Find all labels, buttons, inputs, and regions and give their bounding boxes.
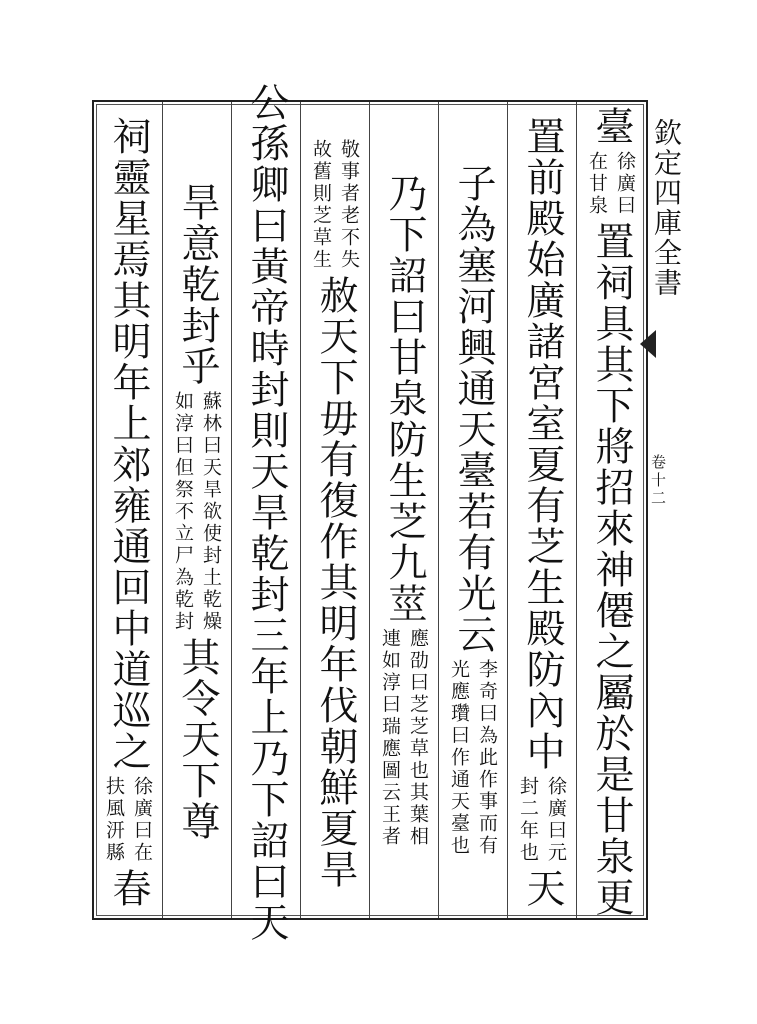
commentary-line: 如淳曰但祭不立尸為乾封 [172, 391, 194, 633]
main-text: 赦天下毋有復作其明年伐朝鮮夏旱 [313, 274, 358, 890]
commentary-line: 封二年也 [517, 775, 539, 864]
commentary-note [515, 776, 569, 864]
column-rule [576, 102, 577, 918]
commentary-line: 連如淳曰瑞應圖云王者 [379, 627, 401, 848]
column-rule [369, 102, 370, 918]
fishtail-mark-icon [640, 330, 656, 358]
text-column-8 [99, 112, 157, 912]
commentary-note [446, 659, 500, 857]
column-rule [162, 102, 163, 918]
commentary-note [584, 151, 638, 217]
commentary-line: 徐廣曰元 [545, 775, 567, 864]
commentary-line: 徐廣曰 [614, 151, 636, 217]
commentary-line: 光應瓚曰作通天臺也 [448, 659, 470, 857]
text-column-5 [306, 112, 364, 912]
text-column-4 [375, 112, 433, 912]
main-text: 春 [106, 867, 151, 909]
commentary-note [308, 139, 362, 271]
juan-number: 卷十二 [649, 454, 667, 508]
text-column-6 [237, 81, 295, 943]
commentary-line: 扶風汧縣 [103, 775, 125, 864]
column-rule [507, 102, 508, 918]
text-column-7 [168, 112, 226, 912]
commentary-note [170, 391, 224, 633]
commentary-line: 應劭曰芝芝草也其葉相 [407, 627, 429, 848]
page-frame [92, 81, 648, 943]
column-rule [438, 102, 439, 918]
column-rule [300, 102, 301, 918]
commentary-line: 李奇曰為此作事而有 [476, 659, 498, 857]
commentary-line: 在甘泉 [586, 151, 608, 217]
main-text: 祠靈星焉其明年上郊雍通回中道巡之 [106, 115, 151, 772]
text-column-3 [444, 112, 502, 912]
commentary-note [377, 628, 431, 848]
column-rule [231, 102, 232, 918]
commentary-line: 徐廣曰在 [131, 775, 153, 864]
text-column-2 [513, 112, 571, 912]
commentary-note [101, 776, 155, 864]
main-text: 臺 [589, 106, 634, 147]
main-text: 公孫卿曰黃帝時封則天旱乾封三年上乃下詔曰天 [244, 81, 289, 943]
main-text: 乃下詔曰甘泉防生芝九莖 [382, 172, 427, 624]
main-text: 子為塞河興通天臺若有光云 [451, 163, 496, 655]
commentary-line: 故舊則芝草生 [310, 138, 332, 271]
main-text: 其令天下尊 [175, 637, 220, 842]
main-text: 旱意乾封乎 [175, 182, 220, 387]
book-title: 欽定四庫全書 [650, 118, 683, 298]
text-column-1 [582, 106, 640, 918]
commentary-line: 敬事者老不失 [338, 138, 360, 271]
commentary-line: 蘇林曰天旱欲使封土乾燥 [200, 391, 222, 633]
main-text: 天 [520, 867, 565, 909]
main-text: 置祠具其下將招來神僊之屬於是甘泉更 [589, 221, 634, 918]
main-text: 置前殿始廣諸宮室夏有芝生殿防內中 [520, 115, 565, 772]
